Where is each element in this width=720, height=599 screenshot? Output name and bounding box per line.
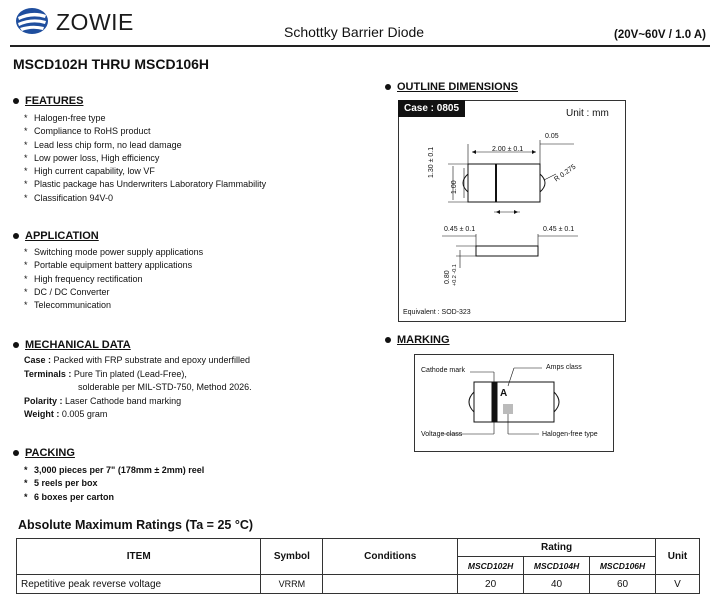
list-item: * Telecommunication: [22, 299, 322, 312]
list-item: * 3,000 pieces per 7" (178mm ± 2mm) reel: [22, 464, 322, 477]
marking-letter: A: [500, 388, 508, 399]
outline-heading-label: OUTLINE DIMENSIONS: [397, 81, 519, 93]
table-row: [17, 575, 700, 594]
cell-value: 20: [458, 575, 524, 594]
list-item: * Lead less chip form, no lead damage: [22, 139, 322, 152]
dim-045-right-label: 0.45 ± 0.1: [543, 226, 575, 233]
list-item: * Compliance to RoHS product: [22, 125, 322, 138]
mech-weight-row: [24, 408, 364, 422]
mech-polarity-label: Polarity :: [24, 395, 63, 406]
dim-radius-label: R 0.275: [553, 163, 578, 184]
mechanical-heading: [13, 339, 131, 351]
list-item: * Switching mode power supply applications: [22, 246, 322, 259]
features-list: [22, 112, 322, 205]
mech-case-value: Packed with FRP substrate and epoxy underfilled: [53, 355, 250, 365]
bullet-dot-icon: [13, 450, 19, 456]
list-item: * Low power loss, High efficiency: [22, 152, 322, 165]
col-symbol: Symbol: [261, 539, 323, 575]
dim-200-label: 2.00 ± 0.1: [492, 146, 524, 153]
chip-body-top: [468, 164, 540, 202]
bullet-dot-icon: [13, 98, 19, 104]
dim-tolerance-label: +0.2 -0.1: [452, 264, 458, 286]
list-item: * Portable equipment battery applications: [22, 259, 322, 272]
mech-case-row: [24, 354, 364, 368]
application-heading: [13, 230, 99, 242]
header-divider: [10, 45, 710, 47]
document-title: Schottky Barrier Diode: [284, 24, 425, 40]
list-item: * High current capability, low VF: [22, 165, 322, 178]
amps-class-label: Amps class: [546, 364, 582, 371]
halogen-free-mark: [503, 404, 513, 414]
col-rating: Rating: [458, 539, 656, 557]
col-mscd102h: MSCD102H: [458, 557, 524, 575]
marking-cathode-band: [492, 382, 497, 422]
part-range: MSCD102H THRU MSCD106H: [13, 56, 210, 72]
list-item: * DC / DC Converter: [22, 286, 322, 299]
list-item: * 5 reels per box: [22, 477, 322, 490]
features-heading: [13, 95, 83, 107]
list-item: * Plastic package has Underwriters Laboratory Flammability: [22, 178, 322, 191]
bullet-dot-icon: [385, 84, 391, 90]
ratings-table: [16, 538, 700, 594]
ratings-title: Absolute Maximum Ratings (Ta = 25 °C): [18, 518, 254, 532]
brand-name: ZOWIE: [56, 9, 134, 35]
case-tag: Case : 0805: [398, 100, 465, 117]
mechanical-data: [24, 354, 364, 422]
mech-polarity-value: Laser Cathode band marking: [65, 395, 182, 406]
marking-chip-body: [474, 382, 554, 422]
col-conditions: Conditions: [323, 539, 458, 575]
mechanical-heading-label: MECHANICAL DATA: [25, 339, 131, 351]
cell-item: Repetitive peak reverse voltage: [17, 575, 261, 594]
mech-weight-label: Weight :: [24, 409, 60, 419]
mech-weight-value: 0.005 gram: [61, 409, 108, 419]
dim-005-label: 0.05: [545, 133, 559, 140]
zowie-logo-icon: [14, 6, 50, 36]
col-mscd106h: MSCD106H: [590, 557, 656, 575]
list-item-continuation: * Classification 94V-0: [22, 192, 322, 205]
bullet-dot-icon: [13, 342, 19, 348]
voltage-class-label: Voltage class: [421, 431, 463, 438]
mech-terminals-value: Pure Tin plated (Lead-Free),: [73, 368, 187, 379]
packing-list: [22, 464, 322, 504]
packing-heading: [13, 447, 75, 459]
chip-body-side: [476, 246, 538, 256]
col-unit: Unit: [655, 539, 699, 575]
bullet-dot-icon: [13, 233, 19, 239]
cell-value: 40: [524, 575, 590, 594]
rating-range: (20V~60V / 1.0 A): [614, 29, 706, 41]
dim-100-label: 1.00: [451, 180, 458, 194]
cell-conditions: [323, 575, 458, 594]
cell-unit: V: [655, 575, 699, 594]
dim-130-label: 1.30 ± 0.1: [428, 146, 435, 178]
application-heading-label: APPLICATION: [25, 230, 99, 242]
mech-terminals-row: [24, 368, 364, 382]
cell-value: 60: [590, 575, 656, 594]
list-item: * High frequency rectification: [22, 273, 322, 286]
mech-terminals-row-2: solderable per MIL-STD-750, Method 2026.: [78, 382, 252, 392]
unit-label: Unit : mm: [566, 108, 609, 119]
marking-heading: [385, 334, 450, 346]
mech-case-label: Case :: [24, 355, 52, 365]
list-item: * 6 boxes per carton: [22, 491, 322, 504]
cell-symbol: VRRM: [261, 575, 323, 594]
packing-heading-label: PACKING: [25, 447, 75, 459]
bullet-dot-icon: [385, 337, 391, 343]
dim-080-label: 0.80: [444, 270, 451, 284]
list-item: * Halogen-free type: [22, 112, 322, 125]
application-list: [22, 246, 322, 312]
halogen-free-label: Halogen-free type: [542, 431, 598, 438]
dim-045-left-label: 0.45 ± 0.1: [444, 226, 476, 233]
col-item: ITEM: [17, 539, 261, 575]
mech-polarity-row: [24, 395, 364, 409]
marking-heading-label: MARKING: [397, 334, 450, 346]
cathode-mark-label: Cathode mark: [421, 367, 465, 374]
chip-notch-right: [540, 174, 545, 192]
equivalent-label: Equivalent : SOD-323: [403, 309, 471, 316]
mech-terminals-label: Terminals :: [24, 368, 72, 379]
col-mscd104h: MSCD104H: [524, 557, 590, 575]
outline-heading: [385, 81, 518, 93]
features-heading-label: FEATURES: [25, 95, 84, 107]
